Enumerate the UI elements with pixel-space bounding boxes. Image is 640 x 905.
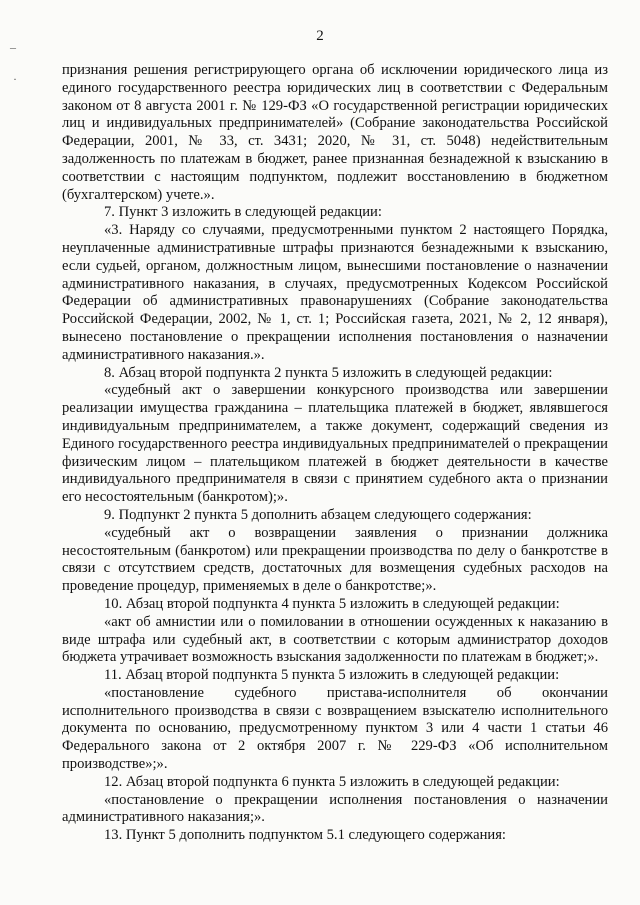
paragraph: 9. Подпункт 2 пункта 5 дополнить абзацем следующего содержания: [104,506,532,523]
paragraph: 11. Абзац второй подпункта 5 пункта 5 изложить в следующей редакции: [104,667,560,684]
document-body [62,62,608,845]
paragraph: «постановление о прекращении исполнения постановления о назначении административного наказания;». [62,791,608,826]
margin-mark: – [10,40,16,54]
page-number: 2 [316,28,324,44]
paragraph: признания решения регистрирующего органа об исключении юридического лица из единого государственного реестра юридических лиц в соответствии с Федеральным законом от 8 августа 2001 г. № 129-ФЗ «О государственной регистрации юридических лиц и индивидуальных предпринимателей» (Собрание законодательства Российской Федерации, 2001, № 33, ст. 3431; 2020, № 31, ст. 5048) недействительным задолженность по платежам в бюджет, ранее признанная безнадежной к взысканию в соответствии с настоящим подпунктом, подлежит восстановлению в бюджетном (бухгалтерском) учете.». [62,62,608,203]
paragraph: «судебный акт о завершении конкурсного производства или завершении реализации имущества гражданина – плательщика платежей в бюджет, являвшегося индивидуальным предпринимателем, а также документ, содержащий сведения из Единого государственного реестра индивидуальных предпринимателей о прекращении физическим лицом – плательщиком платежей в бюджет деятельности в качестве индивидуального предпринимателя в связи с принятием судебного акта о признании его несостоятельным (банкротом);». [62,382,608,506]
paragraph: 10. Абзац второй подпункта 4 пункта 5 изложить в следующей редакции: [104,595,560,612]
margin-mark: · [13,72,17,86]
paragraph: 13. Пункт 5 дополнить подпунктом 5.1 следующего содержания: [104,827,506,844]
paragraph: 7. Пункт 3 изложить в следующей редакции: [104,204,382,221]
paragraph: 12. Абзац второй подпункта 6 пункта 5 изложить в следующей редакции: [104,773,560,790]
paragraph: «постановление судебного пристава-исполнителя об окончании исполнительного производства в связи с возвращением взыскателю исполнительного документа по основанию, предусмотренному пунктом 3 или 4 части 1 статьи 46 Федерального закона от 2 октября 2007 г. № 229-ФЗ «Об исполнительном производстве»;». [62,684,608,773]
paragraph: 8. Абзац второй подпункта 2 пункта 5 изложить в следующей редакции: [104,364,553,381]
paragraph: «акт об амнистии или о помиловании в отношении осужденных к наказанию в виде штрафа или судебный акт, в соответствии с которым администратор доходов бюджета утрачивает возможность взыскания задолженности по платежам в бюджет;». [62,613,608,666]
paragraph: «3. Наряду со случаями, предусмотренными пунктом 2 настоящего Порядка, неуплаченные административные штрафы признаются безнадежными к взысканию, если судьей, органом, должностным лицом, вынесшими постановление о назначении административного наказания, в случаях, предусмотренных Кодексом Российской Федерации об административных правонарушениях (Собрание законодательства Российской Федерации, 2002, № 1, ст. 1; Российская газета, 2021, № 2, 12 января), вынесено постановление о прекращении исполнения постановления о назначении административного наказания.». [62,222,608,363]
paragraph: «судебный акт о возвращении заявления о признании должника несостоятельным (банкротом) или прекращении производства по делу о банкротстве в связи с отсутствием средств, достаточных для возмещения судебных расходов на проведение процедур, применяемых в деле о банкротстве;». [62,524,608,595]
